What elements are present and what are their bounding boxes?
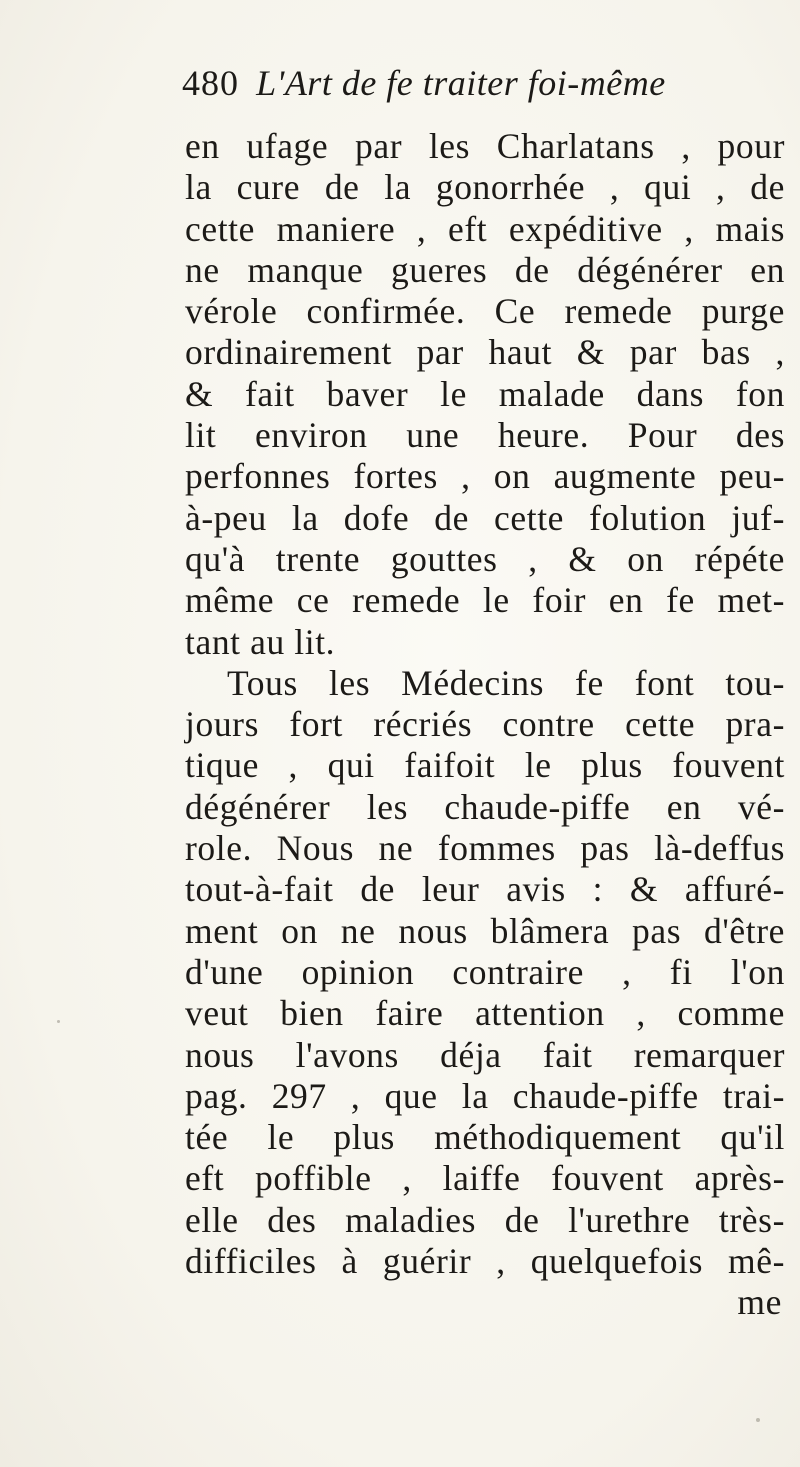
running-header	[182, 62, 742, 114]
text-line: & fait baver le malade dans fon	[185, 373, 785, 414]
body-text	[185, 126, 785, 1324]
catchword: me	[737, 1282, 782, 1323]
paragraph-2	[185, 663, 785, 1324]
text-line: vérole confirmée. Ce remede purge	[185, 291, 785, 332]
text-line: à-peu la dofe de cette folution juf-	[185, 497, 785, 538]
text-line: dégénérer les chaude-piffe en vé-	[185, 786, 785, 827]
text-line: elle des maladies de l'urethre très-	[185, 1199, 785, 1240]
text-line: Tous les Médecins fe font tou-	[227, 662, 785, 703]
text-line: même ce remede le foir en fe met-	[185, 580, 785, 621]
text-line: ordinairement par haut & par bas ,	[185, 332, 785, 373]
running-title: L'Art de fe traiter foi-même	[256, 63, 666, 103]
text-line: tout-à-fait de leur avis : & affuré-	[185, 869, 785, 910]
text-line: veut bien faire attention , comme	[185, 993, 785, 1034]
text-line: ne manque gueres de dégénérer en	[185, 249, 785, 290]
text-line: ment on ne nous blâmera pas d'être	[185, 910, 785, 951]
text-line: nous l'avons déja fait remarquer	[185, 1034, 785, 1075]
text-line: tant au lit.	[185, 621, 336, 662]
text-line: perfonnes fortes , on augmente peu-	[185, 456, 785, 497]
text-line: qu'à trente gouttes , & on répéte	[185, 538, 785, 579]
text-line: pag. 297 , que la chaude-piffe trai-	[185, 1075, 785, 1116]
page-number: 480	[182, 63, 239, 103]
text-line: lit environ une heure. Pour des	[185, 415, 785, 456]
text-line: d'une opinion contraire , fi l'on	[185, 951, 785, 992]
text-line: jours fort récriés contre cette pra-	[185, 704, 785, 745]
text-line: en ufage par les Charlatans , pour	[185, 126, 785, 166]
paragraph-1	[185, 126, 785, 663]
text-line: la cure de la gonorrhée , qui , de	[185, 167, 785, 208]
text-line: cette maniere , eft expéditive , mais	[185, 208, 785, 249]
text-line: tée le plus méthodiquement qu'il	[185, 1117, 785, 1158]
text-line: role. Nous ne fommes pas là-deffus	[185, 828, 785, 869]
ink-speck	[756, 1418, 760, 1422]
ink-speck	[57, 1020, 60, 1023]
text-line: tique , qui faifoit le plus fouvent	[185, 745, 785, 786]
text-line: difficiles à guérir , quelquefois mê-	[185, 1241, 785, 1282]
text-line: eft poffible , laiffe fouvent après-	[185, 1158, 785, 1199]
